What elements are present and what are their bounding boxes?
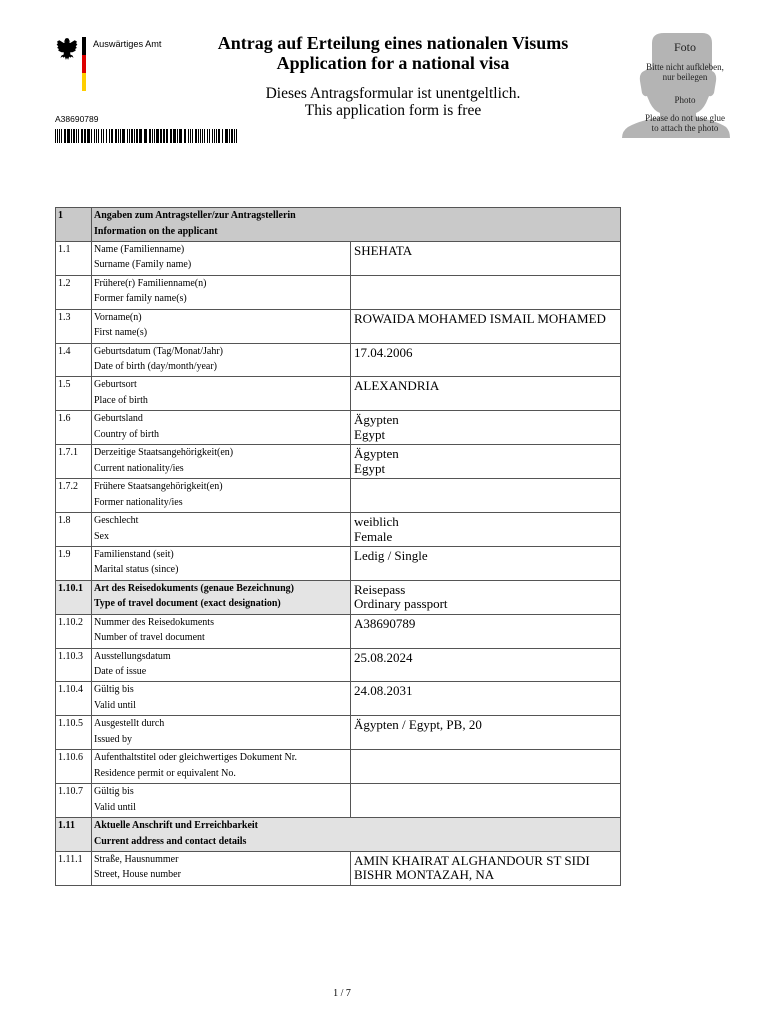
item-label bbox=[91, 377, 350, 410]
item-value bbox=[350, 716, 620, 749]
item-value-line: Ägypten bbox=[354, 446, 399, 462]
item-label-english: Number of travel document bbox=[94, 632, 205, 644]
form-row-1-2 bbox=[56, 275, 620, 309]
barcode-bar bbox=[204, 129, 205, 143]
item-label bbox=[91, 615, 350, 648]
barcode-bar bbox=[64, 129, 66, 143]
form-row-1-10-6 bbox=[56, 749, 620, 783]
barcode-bar bbox=[192, 129, 193, 143]
item-label bbox=[91, 547, 350, 580]
barcode-bar bbox=[115, 129, 117, 143]
item-label-german: Straße, Hausnummer bbox=[94, 853, 179, 865]
item-label-german: Familienstand (seit) bbox=[94, 548, 174, 560]
item-label-english: Former family name(s) bbox=[94, 293, 187, 305]
item-number: 1.10.7 bbox=[58, 786, 83, 798]
item-label-german: Gültig bis bbox=[94, 684, 134, 696]
barcode-bar bbox=[106, 129, 107, 143]
item-label-english: Place of birth bbox=[94, 394, 148, 406]
item-label-german: Nummer des Reisedokuments bbox=[94, 616, 214, 628]
item-number: 1.4 bbox=[58, 345, 71, 357]
photo-note-english-line: to attach the photo bbox=[651, 123, 719, 133]
barcode-bar bbox=[59, 129, 60, 143]
item-label-english: Type of travel document (exact designation) bbox=[94, 598, 281, 610]
barcode-bar bbox=[209, 129, 210, 143]
barcode bbox=[55, 129, 240, 143]
item-label-german: Gültig bis bbox=[94, 786, 134, 798]
item-value bbox=[350, 750, 620, 783]
item-label-english: Date of birth (day/month/year) bbox=[94, 361, 218, 373]
item-label-english: Valid until bbox=[94, 801, 136, 813]
item-value-line: 17.04.2006 bbox=[354, 344, 413, 360]
item-label bbox=[91, 513, 350, 546]
barcode-bar bbox=[216, 129, 217, 143]
item-label bbox=[91, 818, 620, 851]
item-label-english: Sex bbox=[94, 530, 109, 542]
barcode-bar bbox=[84, 129, 86, 143]
barcode-bar bbox=[91, 129, 92, 143]
item-label-english: Current address and contact details bbox=[94, 835, 247, 847]
item-label bbox=[91, 716, 350, 749]
item-label bbox=[91, 649, 350, 682]
item-label bbox=[91, 784, 350, 817]
barcode-bar bbox=[184, 129, 186, 143]
photo-box-title: Foto bbox=[673, 40, 696, 54]
page-indicator: 1 / 7 bbox=[333, 988, 351, 999]
item-value-line: BISHR MONTAZAH, NA bbox=[354, 867, 495, 883]
item-label-german: Derzeitige Staatsangehörigkeit(en) bbox=[94, 447, 234, 459]
barcode-bar bbox=[134, 129, 135, 143]
barcode-bar bbox=[202, 129, 203, 143]
item-value-line: A38690789 bbox=[354, 615, 416, 631]
barcode-bar bbox=[131, 129, 133, 143]
german-flag-stripe bbox=[82, 37, 86, 91]
item-value-line: Reisepass bbox=[354, 581, 406, 597]
item-number: 1.10.3 bbox=[58, 650, 83, 662]
barcode-bar bbox=[96, 129, 97, 143]
item-label-english: Country of birth bbox=[94, 428, 159, 440]
item-number: 1.7.2 bbox=[58, 481, 78, 493]
item-label bbox=[91, 852, 350, 885]
item-label-german: Geburtsland bbox=[94, 413, 143, 425]
item-label-english: Valid until bbox=[94, 699, 136, 711]
barcode-bar bbox=[188, 129, 189, 143]
item-value-line: 25.08.2024 bbox=[354, 649, 413, 665]
reference-number: A38690789 bbox=[55, 114, 99, 124]
barcode-bar bbox=[218, 129, 220, 143]
barcode-bar bbox=[120, 129, 121, 143]
item-value-line: ROWAIDA MOHAMED ISMAIL MOHAMED bbox=[354, 310, 606, 326]
item-label-english: Surname (Family name) bbox=[94, 259, 192, 271]
item-label bbox=[91, 479, 350, 512]
barcode-bar bbox=[225, 129, 228, 143]
item-label bbox=[91, 581, 350, 614]
item-value bbox=[350, 852, 620, 885]
item-value bbox=[350, 649, 620, 682]
item-value-line: AMIN KHAIRAT ALGHANDOUR ST SIDI bbox=[354, 852, 590, 868]
item-value bbox=[350, 547, 620, 580]
barcode-bar bbox=[207, 129, 208, 143]
section-heading-1 bbox=[56, 208, 620, 241]
item-label-german: Angaben zum Antragsteller/zur Antragstellerin bbox=[94, 210, 296, 221]
item-number: 1.6 bbox=[58, 413, 71, 425]
federal-eagle-shape bbox=[57, 38, 78, 60]
form-title-german: Antrag auf Erteilung eines nationalen Visums bbox=[217, 33, 569, 53]
item-label-german: Aktuelle Anschrift und Erreichbarkeit bbox=[94, 820, 258, 832]
item-number: 1.10.1 bbox=[56, 581, 91, 614]
item-label bbox=[91, 242, 350, 275]
barcode-bar bbox=[78, 129, 79, 143]
item-value-line: Ordinary passport bbox=[354, 596, 448, 612]
item-number: 1.11.1 bbox=[58, 853, 83, 865]
item-value bbox=[350, 445, 620, 478]
item-label-english: Current nationality/ies bbox=[94, 462, 184, 474]
photo-note-german-line: nur beilegen bbox=[662, 72, 708, 82]
barcode-bar bbox=[229, 129, 230, 143]
item-value bbox=[350, 276, 620, 309]
item-label bbox=[91, 276, 350, 309]
barcode-bar bbox=[94, 129, 95, 143]
item-label-german: Frühere Staatsangehörigkeit(en) bbox=[94, 481, 223, 493]
item-label-german: Frühere(r) Familienname(n) bbox=[94, 277, 207, 289]
form-row-1-6 bbox=[56, 410, 620, 444]
item-value bbox=[350, 784, 620, 817]
flag-stripe-black bbox=[82, 37, 86, 55]
item-label-english: Former nationality/ies bbox=[94, 496, 183, 508]
item-number: 1.2 bbox=[58, 277, 71, 289]
item-label bbox=[91, 310, 350, 343]
barcode-bar bbox=[87, 129, 90, 143]
form-row-1-10-2 bbox=[56, 614, 620, 648]
item-label bbox=[91, 344, 350, 377]
photo-box-label-english: Photo bbox=[674, 95, 696, 105]
item-label-english: Information on the applicant bbox=[94, 225, 218, 237]
item-value bbox=[350, 242, 620, 275]
barcode-bar bbox=[190, 129, 191, 143]
barcode-bar bbox=[236, 129, 237, 143]
item-value-line: Egypt bbox=[354, 460, 386, 476]
barcode-bar bbox=[139, 129, 142, 143]
item-value-line: SHEHATA bbox=[354, 242, 413, 258]
item-value bbox=[350, 377, 620, 410]
item-label-english: Issued by bbox=[94, 733, 133, 745]
federal-eagle-icon bbox=[56, 37, 78, 61]
item-number: 1 bbox=[58, 210, 63, 221]
barcode-bar bbox=[57, 129, 58, 143]
form-row-1-8 bbox=[56, 512, 620, 546]
barcode-bar bbox=[177, 129, 178, 143]
barcode-bar bbox=[129, 129, 130, 143]
form-row-1-1 bbox=[56, 241, 620, 275]
item-label-english: Marital status (since) bbox=[94, 564, 179, 576]
barcode-bar bbox=[61, 129, 62, 143]
item-label bbox=[91, 208, 620, 241]
barcode-bar bbox=[149, 129, 151, 143]
barcode-bar bbox=[170, 129, 172, 143]
item-label-german: Vorname(n) bbox=[94, 311, 142, 323]
barcode-bar bbox=[98, 129, 99, 143]
form-row-1-9 bbox=[56, 546, 620, 580]
item-number: 1.10.5 bbox=[58, 718, 83, 730]
item-label-german: Geschlecht bbox=[94, 515, 139, 527]
item-label bbox=[91, 682, 350, 715]
barcode-bar bbox=[103, 129, 104, 143]
barcode-bar bbox=[222, 129, 223, 143]
item-number: 1.8 bbox=[58, 515, 71, 527]
barcode-bar bbox=[160, 129, 162, 143]
item-value bbox=[350, 615, 620, 648]
flag-stripe-red bbox=[82, 55, 86, 73]
item-value bbox=[350, 479, 620, 512]
item-label bbox=[91, 445, 350, 478]
barcode-bar bbox=[55, 129, 56, 143]
barcode-bar bbox=[214, 129, 215, 143]
barcode-bar bbox=[198, 129, 199, 143]
form-row-1-3 bbox=[56, 309, 620, 343]
item-value bbox=[350, 310, 620, 343]
authority-name: Auswärtiges Amt bbox=[93, 39, 162, 49]
item-label bbox=[91, 750, 350, 783]
form-title bbox=[193, 33, 593, 73]
item-value-line: ALEXANDRIA bbox=[354, 378, 440, 394]
barcode-bar bbox=[111, 129, 113, 143]
barcode-bar bbox=[109, 129, 110, 143]
item-label-german: Aufenthaltstitel oder gleichwertiges Dokument Nr. bbox=[94, 752, 298, 764]
item-value-line: Ägypten / Egypt, PB, 20 bbox=[354, 717, 482, 733]
applicant-information-table bbox=[55, 207, 621, 886]
item-label-german: Name (Familienname) bbox=[94, 243, 185, 255]
item-value-line: weiblich bbox=[354, 514, 399, 530]
fee-notice-english: This application form is free bbox=[304, 101, 482, 119]
form-title-english: Application for a national visa bbox=[276, 53, 510, 73]
item-label-english: Street, House number bbox=[94, 869, 181, 881]
form-row-1-11-1 bbox=[56, 851, 620, 885]
barcode-bar bbox=[67, 129, 70, 143]
barcode-bar bbox=[154, 129, 155, 143]
form-row-1-10-1 bbox=[56, 580, 620, 614]
section-heading-1-11 bbox=[56, 817, 620, 851]
barcode-bar bbox=[127, 129, 128, 143]
form-row-1-10-4 bbox=[56, 681, 620, 715]
barcode-bar bbox=[118, 129, 119, 143]
form-row-1-7-2 bbox=[56, 478, 620, 512]
form-row-1-10-7 bbox=[56, 783, 620, 817]
barcode-bar bbox=[231, 129, 233, 143]
item-number: 1.3 bbox=[58, 311, 71, 323]
item-label bbox=[91, 411, 350, 444]
barcode-bar bbox=[152, 129, 153, 143]
form-row-1-5 bbox=[56, 376, 620, 410]
photo-note-german-line: Bitte nicht aufkleben, bbox=[646, 62, 724, 72]
barcode-bar bbox=[156, 129, 159, 143]
item-label-english: Residence permit or equivalent No. bbox=[94, 767, 236, 779]
barcode-bar bbox=[234, 129, 235, 143]
item-value-line: Egypt bbox=[354, 426, 386, 442]
item-label-german: Art des Reisedokuments (genaue Bezeichnung) bbox=[94, 582, 294, 594]
barcode-bar bbox=[144, 129, 147, 143]
barcode-bar bbox=[71, 129, 72, 143]
item-value bbox=[350, 581, 620, 614]
barcode-bar bbox=[200, 129, 201, 143]
item-number: 1.5 bbox=[58, 379, 71, 391]
barcode-bar bbox=[73, 129, 75, 143]
item-number: 1.1 bbox=[58, 243, 71, 255]
item-number: 1.10.2 bbox=[58, 616, 83, 628]
barcode-bar bbox=[122, 129, 125, 143]
item-value bbox=[350, 682, 620, 715]
form-row-1-4 bbox=[56, 343, 620, 377]
item-value bbox=[350, 411, 620, 444]
barcode-bar bbox=[212, 129, 213, 143]
item-value-line: Ledig / Single bbox=[354, 547, 428, 563]
photo-note-english-line: Please do not use glue bbox=[645, 113, 725, 123]
flag-stripe-gold bbox=[82, 73, 86, 91]
item-number: 1.10.4 bbox=[58, 684, 83, 696]
barcode-bar bbox=[195, 129, 197, 143]
barcode-bar bbox=[101, 129, 102, 143]
barcode-bar bbox=[173, 129, 176, 143]
item-number: 1.10.6 bbox=[58, 752, 83, 764]
item-value bbox=[350, 344, 620, 377]
barcode-bar bbox=[163, 129, 165, 143]
item-value-line: Ägypten bbox=[354, 412, 399, 428]
item-label-german: Geburtsort bbox=[94, 379, 137, 391]
form-row-1-10-3 bbox=[56, 648, 620, 682]
item-label-english: First name(s) bbox=[94, 327, 148, 339]
item-value-line: Female bbox=[354, 528, 393, 544]
barcode-bar bbox=[136, 129, 138, 143]
item-value bbox=[350, 513, 620, 546]
item-number: 1.7.1 bbox=[58, 447, 78, 459]
item-label-german: Geburtsdatum (Tag/Monat/Jahr) bbox=[94, 345, 223, 357]
fee-notice bbox=[193, 85, 593, 119]
barcode-bar bbox=[81, 129, 83, 143]
item-number: 1.9 bbox=[58, 548, 71, 560]
barcode-bar bbox=[76, 129, 77, 143]
barcode-bar bbox=[179, 129, 182, 143]
item-value-line: 24.08.2031 bbox=[354, 683, 413, 699]
barcode-bar bbox=[166, 129, 168, 143]
form-row-1-10-5 bbox=[56, 715, 620, 749]
fee-notice-german: Dieses Antragsformular ist unentgeltlich. bbox=[265, 84, 521, 102]
item-label-german: Ausstellungsdatum bbox=[94, 650, 171, 662]
form-row-1-7-1 bbox=[56, 444, 620, 478]
item-label-english: Date of issue bbox=[94, 666, 147, 678]
item-number: 1.11 bbox=[58, 820, 75, 832]
item-label-german: Ausgestellt durch bbox=[94, 718, 165, 730]
